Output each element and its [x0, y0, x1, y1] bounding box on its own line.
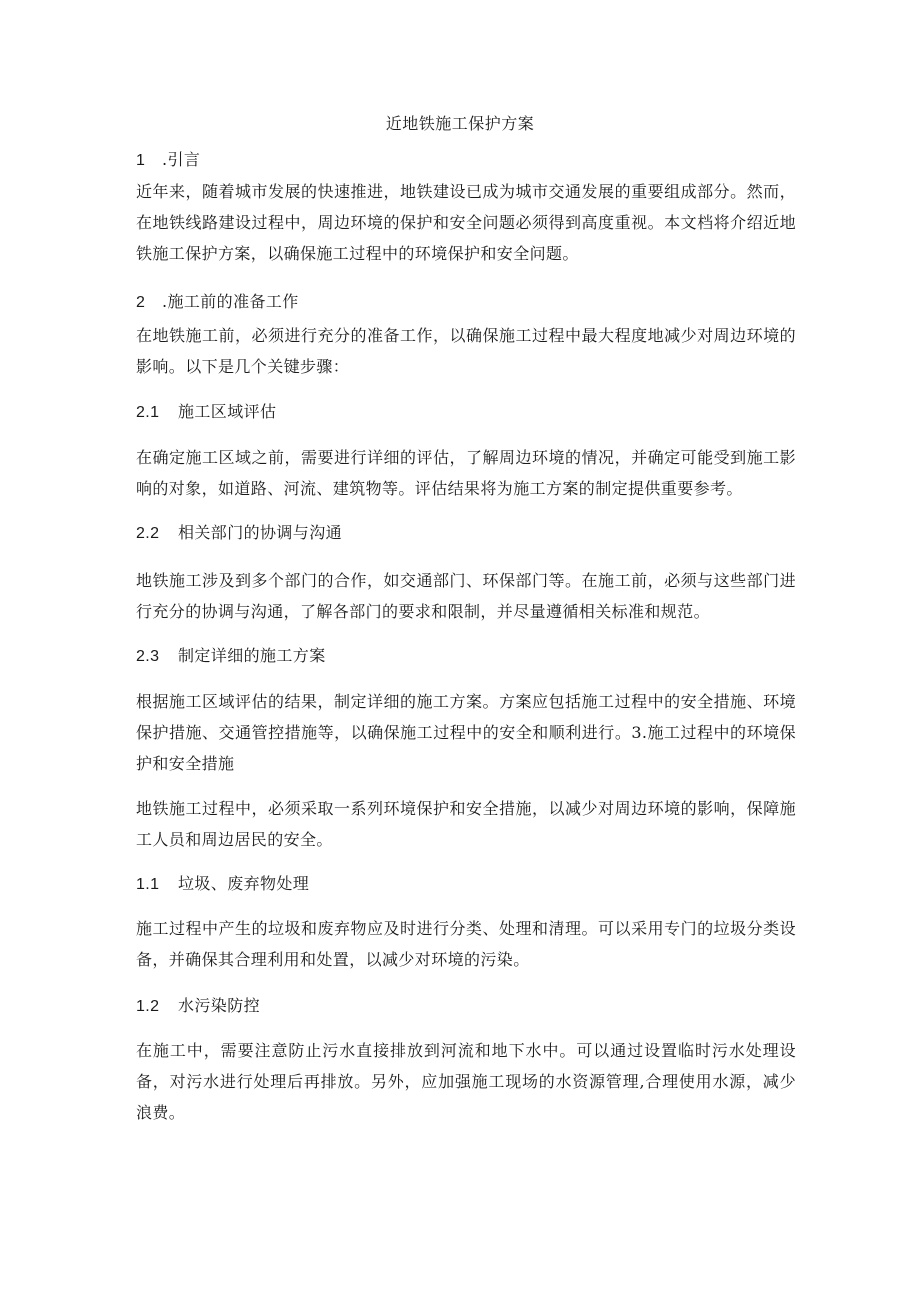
subsection-heading-2-2 [136, 517, 796, 549]
subsection-heading-3-1 [136, 868, 796, 900]
subsection-3-1-paragraph: 施工过程中产生的垃圾和废弃物应及时进行分类、处理和清理。可以采用专门的垃圾分类设备，并确保其合理利用和处置，以减少对环境的污染。 [136, 919, 796, 969]
section-title: .引言 [162, 150, 201, 169]
subsection-title: 垃圾、废弃物处理 [178, 874, 310, 893]
subsection-heading-2-3 [136, 640, 796, 672]
section-1-paragraph: 近年来，随着城市发展的快速推进，地铁建设已成为城市交通发展的重要组成部分。然而，在地铁线路建设过程中，周边环境的保护和安全问题必须得到高度重视。本文档将介绍近地铁施工保护方案，以确保施工过程中的环境保护和安全问题。 [136, 182, 796, 263]
section-number: 2 [136, 294, 146, 311]
subsection-heading-2-1 [136, 396, 796, 428]
subsection-title: 施工区域评估 [178, 402, 277, 421]
subsection-2-1-paragraph: 在确定施工区域之前，需要进行详细的评估，了解周边环境的情况，并确定可能受到施工影响的对象，如道路、河流、建筑物等。评估结果将为施工方案的制定提供重要参考。 [136, 448, 796, 498]
subsection-2-2-paragraph: 地铁施工涉及到多个部门的合作，如交通部门、环保部门等。在施工前，必须与这些部门进行充分的协调与沟通，了解各部门的要求和限制，并尽量遵循相关标准和规范。 [136, 571, 796, 621]
section-number: 1 [136, 152, 146, 169]
section-3-paragraph: 地铁施工过程中，必须采取一系列环境保护和安全措施，以减少对周边环境的影响，保障施工人员和周边居民的安全。 [136, 799, 796, 849]
subsection-heading-3-2 [136, 990, 796, 1022]
subsection-title: 水污染防控 [178, 996, 261, 1015]
subsection-number: 1.1 [136, 876, 160, 893]
subsection-2-3-paragraph: 根据施工区域评估的结果，制定详细的施工方案。方案应包括施工过程中的安全措施、环境保护措施、交通管控措施等，以确保施工过程中的安全和顺利进行。3.施工过程中的环境保护和安全措施 [136, 692, 796, 773]
subsection-number: 2.2 [136, 525, 160, 542]
subsection-number: 2.1 [136, 404, 160, 421]
subsection-title: 制定详细的施工方案 [178, 646, 326, 665]
subsection-number: 2.3 [136, 648, 160, 665]
section-heading-1 [136, 144, 796, 176]
section-2-paragraph: 在地铁施工前，必须进行充分的准备工作，以确保施工过程中最大程度地减少对周边环境的影响。以下是几个关键步骤： [136, 326, 796, 376]
subsection-3-2-paragraph: 在施工中，需要注意防止污水直接排放到河流和地下水中。可以通过设置临时污水处理设备，对污水进行处理后再排放。另外，应加强施工现场的水资源管理,合理使用水源，减少浪费。 [136, 1041, 796, 1122]
section-title: .施工前的准备工作 [162, 292, 299, 311]
subsection-title: 相关部门的协调与沟通 [178, 523, 343, 542]
subsection-number: 1.2 [136, 998, 160, 1015]
section-heading-2 [136, 286, 796, 318]
document-title: 近地铁施工保护方案 [385, 114, 535, 133]
